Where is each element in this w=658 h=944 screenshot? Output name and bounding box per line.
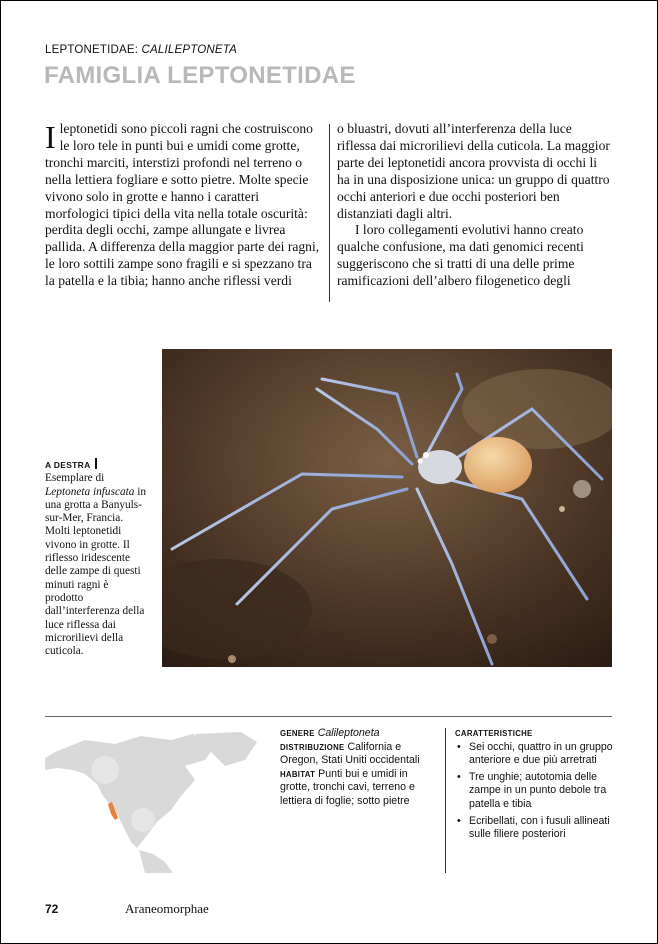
caption-text-after: in una grotta a Banyuls-sur-Mer, Francia. Molti leptonetidi vivono in grotte. Il riflesso iridescente delle zampe di questi minuti ragni è prodotto dall’interferenza della luce riflessa dai microrilievi della cuticola. bbox=[45, 485, 147, 658]
habitat-label: HABITAT bbox=[280, 769, 316, 779]
features-label: CARATTERISTICHE bbox=[455, 729, 533, 738]
features-box bbox=[455, 727, 615, 845]
genus-value: Calileptoneta bbox=[317, 727, 380, 739]
drop-cap: I bbox=[45, 119, 56, 155]
column-divider bbox=[329, 124, 330, 302]
body-paragraph-1-continued: o bluastri, dovuti all’interferenza della luce riflessa dai microrilievi della cuticola. La maggior parte dei leptonetidi ancora provvista di occhi li ha in una disposizione unica: un gruppo di quattro occhi anteriori e due occhi posteriori ben distanziati dagli altri. bbox=[337, 121, 610, 221]
kicker-genus: CALILEPTONETA bbox=[141, 44, 238, 56]
kicker-family: LEPTONETIDAE: bbox=[45, 44, 139, 56]
caption-text-before: Esemplare di bbox=[45, 472, 105, 485]
photo-caption bbox=[45, 458, 148, 658]
body-text-col1: leptonetidi sono piccoli ragni che costruiscono le loro tele in punti bui e umidi come grotte, tronchi marciti, interstizi profondi nel terreno o nella lettiera fogliare e sotto pietre. Molte specie vivono solo in grotte e hanno i caratteri morfologici tipici della vita nella totale oscurità: perdita degli occhi, zampe allungate e livrea pallida. A differenza della maggior parte dei ragni, le loro sottili zampe sono fragili e si spezzano tra la patella e la tibia; hanno anche riflessi verdi bbox=[45, 121, 320, 289]
feature-item: • Tre unghie; autotomia delle zampe in un punto debole tra patella e tibia bbox=[455, 771, 615, 812]
factbox-rule bbox=[45, 716, 612, 717]
body-column-1 bbox=[45, 121, 322, 290]
features-list bbox=[455, 741, 615, 842]
page-title: FAMIGLIA LEPTONETIDAE bbox=[44, 62, 356, 89]
section-kicker bbox=[45, 44, 237, 56]
feature-item: • Ecribellati, con i fusuli allineati sulle filiere posteriori bbox=[455, 815, 615, 842]
habitat-row bbox=[280, 768, 430, 809]
body-column-2 bbox=[337, 121, 612, 290]
factbox-divider bbox=[445, 728, 446, 873]
genus-label: GENERE bbox=[280, 729, 315, 738]
distribution-map bbox=[45, 730, 263, 873]
habitat-value: Punti bui e umidi in grotte, tronchi cavi, terreno e lettiera di foglie; sotto pietre bbox=[280, 767, 415, 807]
caption-heading: A DESTRA bbox=[45, 460, 91, 470]
distribution-value: California e Oregon, Stati Uniti occidentali bbox=[280, 740, 420, 767]
page-number: 72 bbox=[45, 902, 59, 916]
distribution-label: DISTRIBUZIONE bbox=[280, 742, 345, 752]
running-head: Araneomorphae bbox=[125, 901, 209, 916]
factbox-info bbox=[280, 727, 430, 809]
caption-species: Leptoneta infuscata bbox=[45, 485, 135, 498]
distribution-row bbox=[280, 741, 430, 768]
caption-marker bbox=[95, 458, 97, 469]
spider-photo bbox=[162, 349, 612, 667]
genus-row bbox=[280, 727, 430, 741]
body-paragraph-2: I loro collegamenti evolutivi hanno creato qualche confusione, ma dati genomici recenti suggeriscono che si tratti di una delle prime ramificazioni dell’albero filogenetico degli bbox=[337, 222, 584, 289]
feature-item: • Sei occhi, quattro in un gruppo anteriore e due più arretrati bbox=[455, 741, 615, 768]
